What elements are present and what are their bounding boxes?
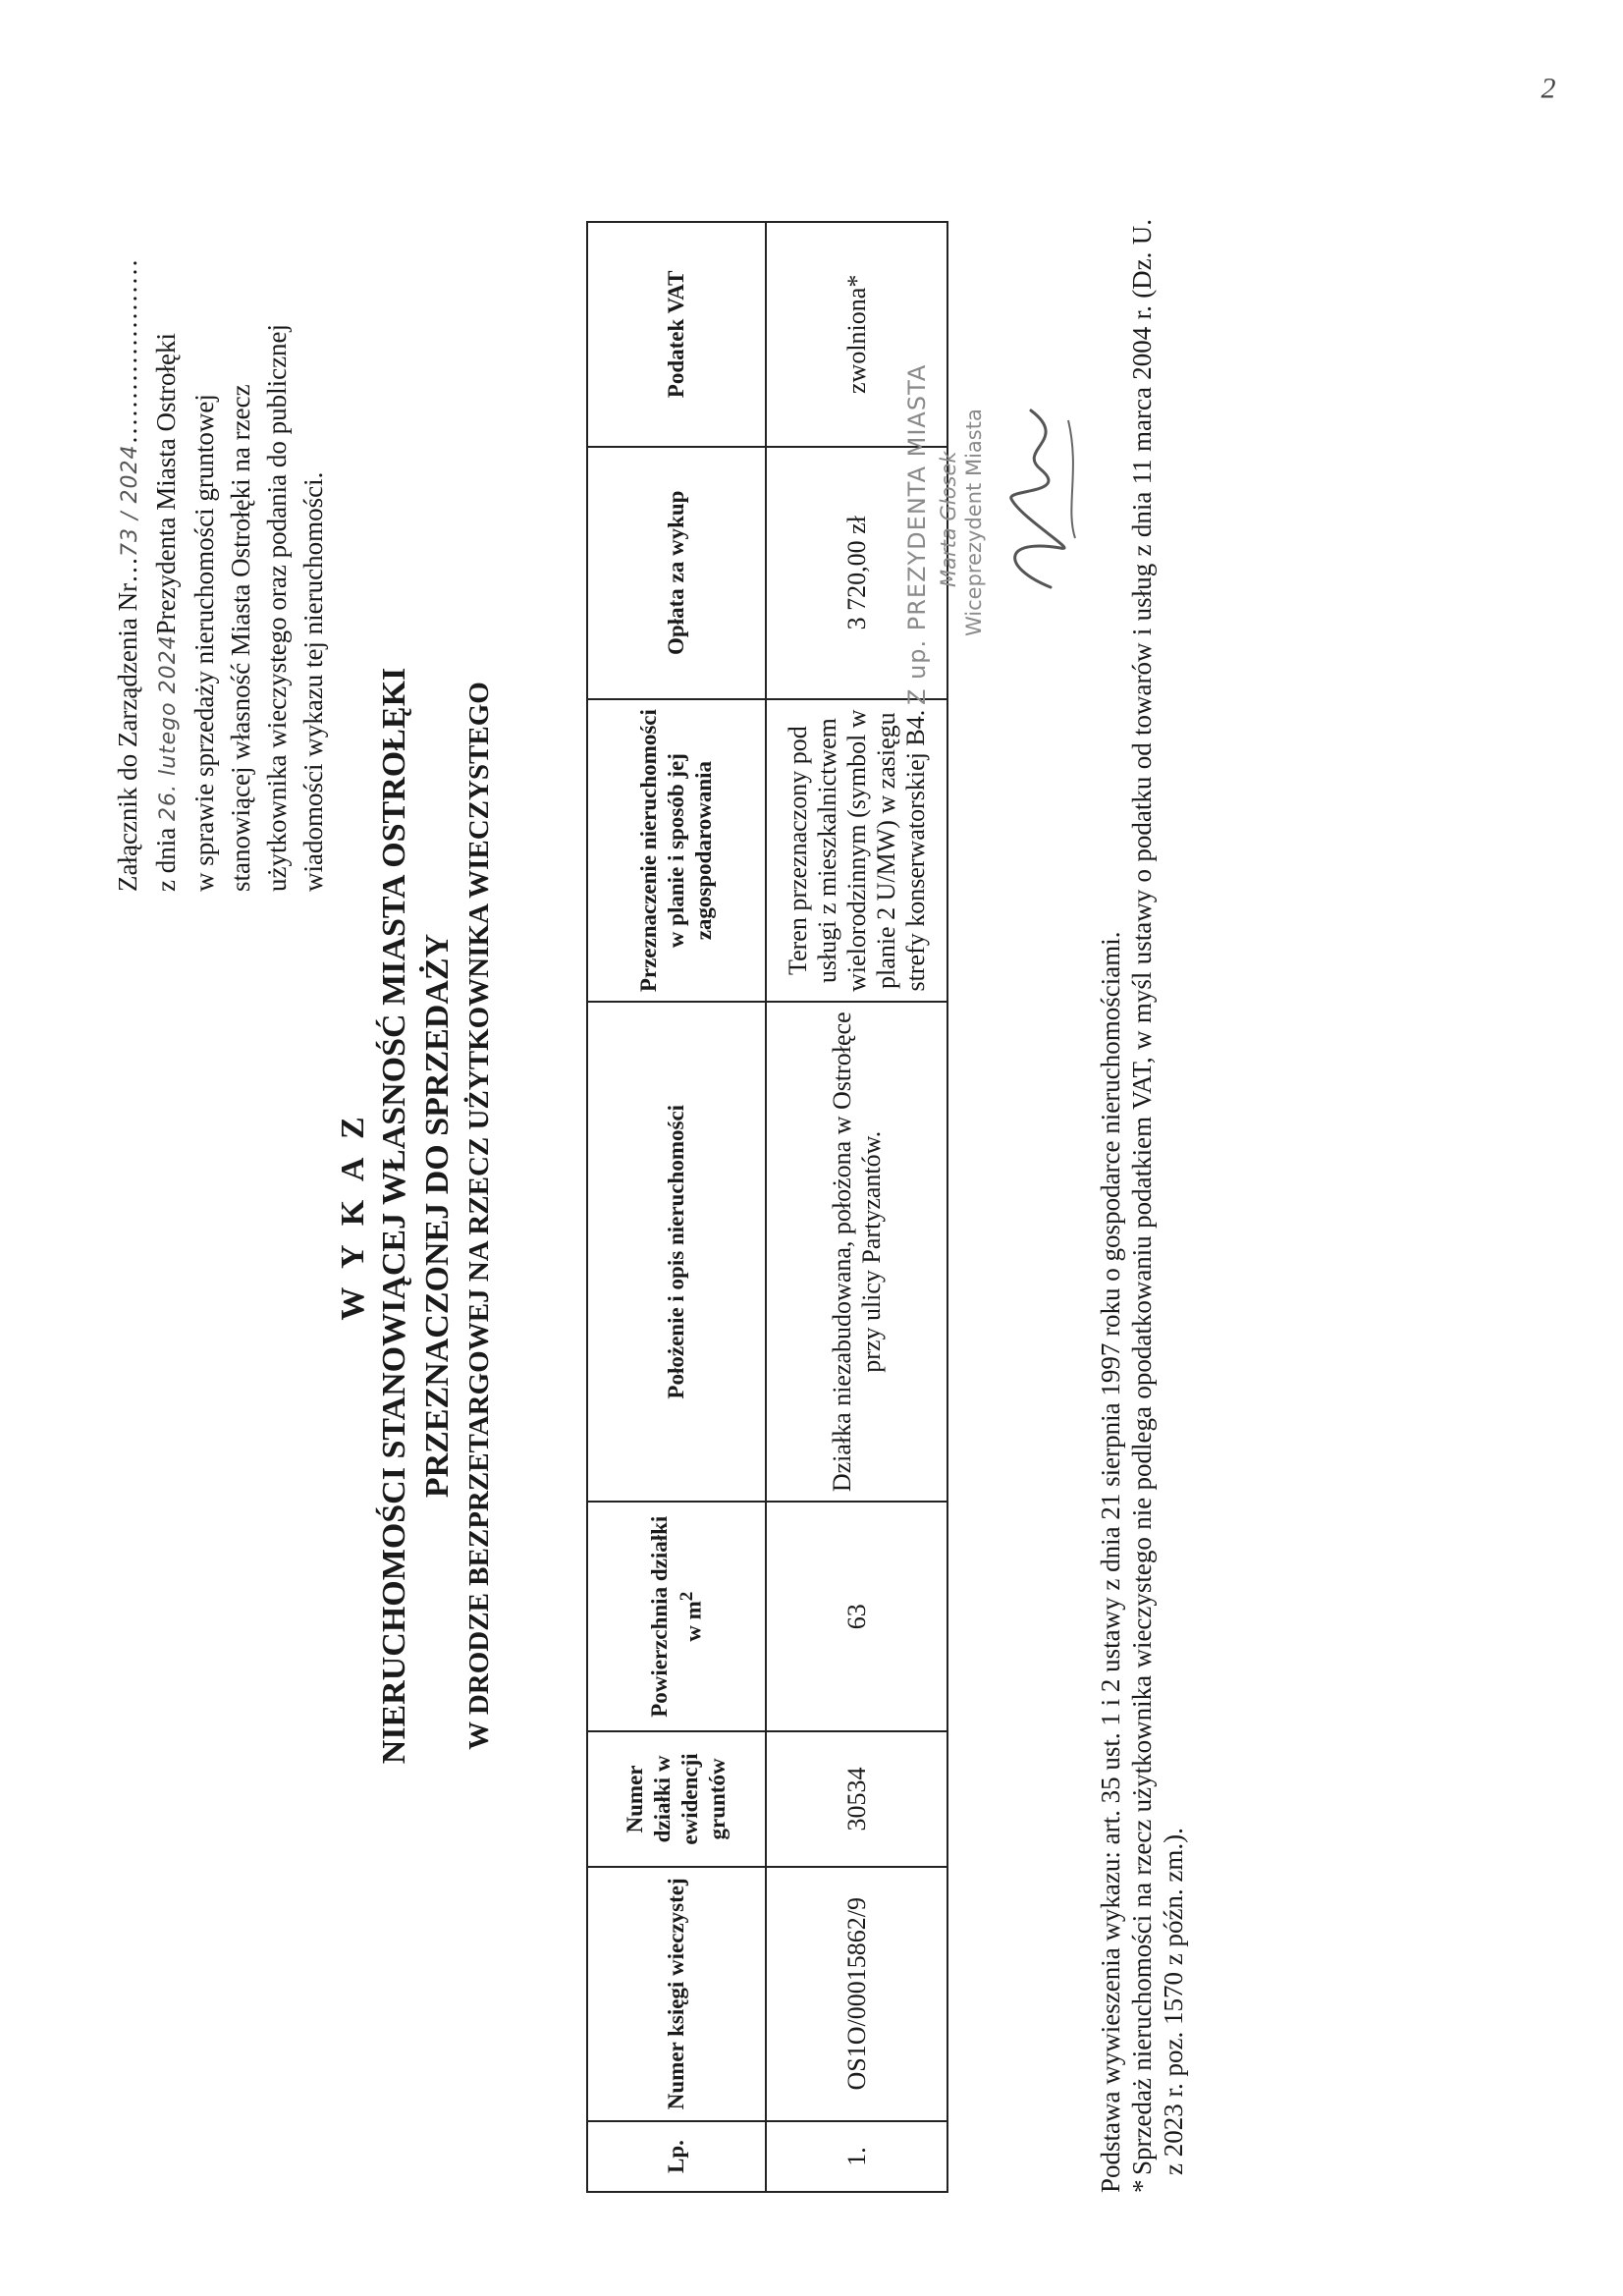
handwritten-order-number: 73 / 2024: [118, 444, 142, 557]
header-polozenie: Położenie i opis nieruchomości: [587, 1002, 766, 1502]
footer-vat-note: * Sprzedaż nieruchomości na rzecz użytkownika wieczystego nie podlega opodatkowaniu podatkiem VAT, w myśl ustawy o podatku od towarów i usług z dnia 11 marca 2004 r. (Dz. U. z 2023 r. poz. 1570 z późn. zm.).: [1127, 219, 1188, 2193]
document-title-block: [334, 381, 499, 2050]
cell-przeznaczenie: Teren przeznaczony pod usługi z mieszkalnictwem wielorodzinnym (symbol w planie 2 U/MW) w zasięgu strefy konserwatorskiej B4.: [766, 699, 947, 1003]
stamp-line-2: Marta Głosek: [937, 451, 960, 587]
attachment-line-2: z dnia 26. lutego 2024Prezydenta Miasta Ostrołęki: [151, 332, 181, 892]
attachment-line-4: stanowiącej własność Miasta Ostrołęki na rzecz: [226, 384, 255, 892]
title-line-2: NIERUCHOMOŚCI STANOWIĄCEJ WŁASNOŚĆ MIASTA OSTROŁĘKI: [376, 667, 412, 1765]
cell-powierzchnia: 63: [766, 1502, 947, 1731]
table-header-row: [587, 222, 766, 2192]
property-table: [586, 221, 948, 2193]
footer-basis: Podstawa wywieszenia wykazu: art. 35 ust. 1 i 2 ustawy z dnia 21 sierpnia 1997 roku o gospodarce nieruchomościami.: [1096, 931, 1125, 2193]
footer-notes: [1095, 219, 1189, 2193]
attachment-line-5: użytkownika wieczystego oraz podania do publicznej: [262, 323, 292, 892]
title-line-3: PRZEZNACZONEJ DO SPRZEDAŻY: [419, 933, 456, 1499]
header-przeznaczenie: Przeznaczenie nieruchomości w planie i sposób jej zagospodarowania: [587, 699, 766, 1003]
attachment-line-3: w sprawie sprzedaży nieruchomości gruntowej: [189, 394, 219, 892]
handwritten-date: 26. lutego 2024: [156, 634, 181, 822]
header-kw: Numer księgi wieczystej: [587, 1867, 766, 2121]
title-line-4: W DRODZE BEZPRZETARGOWEJ NA RZECZ UŻYTKOWNIKA WIECZYSTEGO: [463, 682, 495, 1750]
header-powierzchnia: Powierzchnia działki w $m^2$: [587, 1502, 766, 1731]
handwritten-signature-icon: [982, 391, 1100, 607]
attachment-line-1: Załącznik do Zarządzenia Nr…73 / 2024…………………: [113, 258, 142, 892]
attachment-header: [110, 145, 332, 892]
header-oplata: Opłata za wykup: [587, 447, 766, 699]
cell-kw: OS1O/00015862/9: [766, 1867, 947, 2121]
signature-stamp: [903, 194, 986, 705]
stamp-line-3: Wiceprezydent Miasta: [962, 409, 986, 636]
header-lp: Lp.: [587, 2121, 766, 2192]
title-wykaz: W Y K A Z: [335, 1111, 371, 1321]
header-dzialka: Numer działki w ewidencji gruntów: [587, 1731, 766, 1866]
cell-oplata: 3 720,00 zł: [766, 447, 947, 699]
cell-vat: zwolniona*: [766, 222, 947, 447]
attachment-line-6: wiadomości wykazu tej nieruchomości.: [298, 471, 328, 892]
cell-dzialka: 30534: [766, 1731, 947, 1866]
cell-polozenie: Działka niezabudowana, położona w Ostrołęce przy ulicy Partyzantów.: [766, 1002, 947, 1502]
stamp-line-1: Z up. PREZYDENTA MIASTA: [903, 363, 931, 705]
header-vat: Podatek VAT: [587, 222, 766, 447]
cell-lp: 1.: [766, 2121, 947, 2192]
page-number: 2: [1541, 72, 1556, 105]
